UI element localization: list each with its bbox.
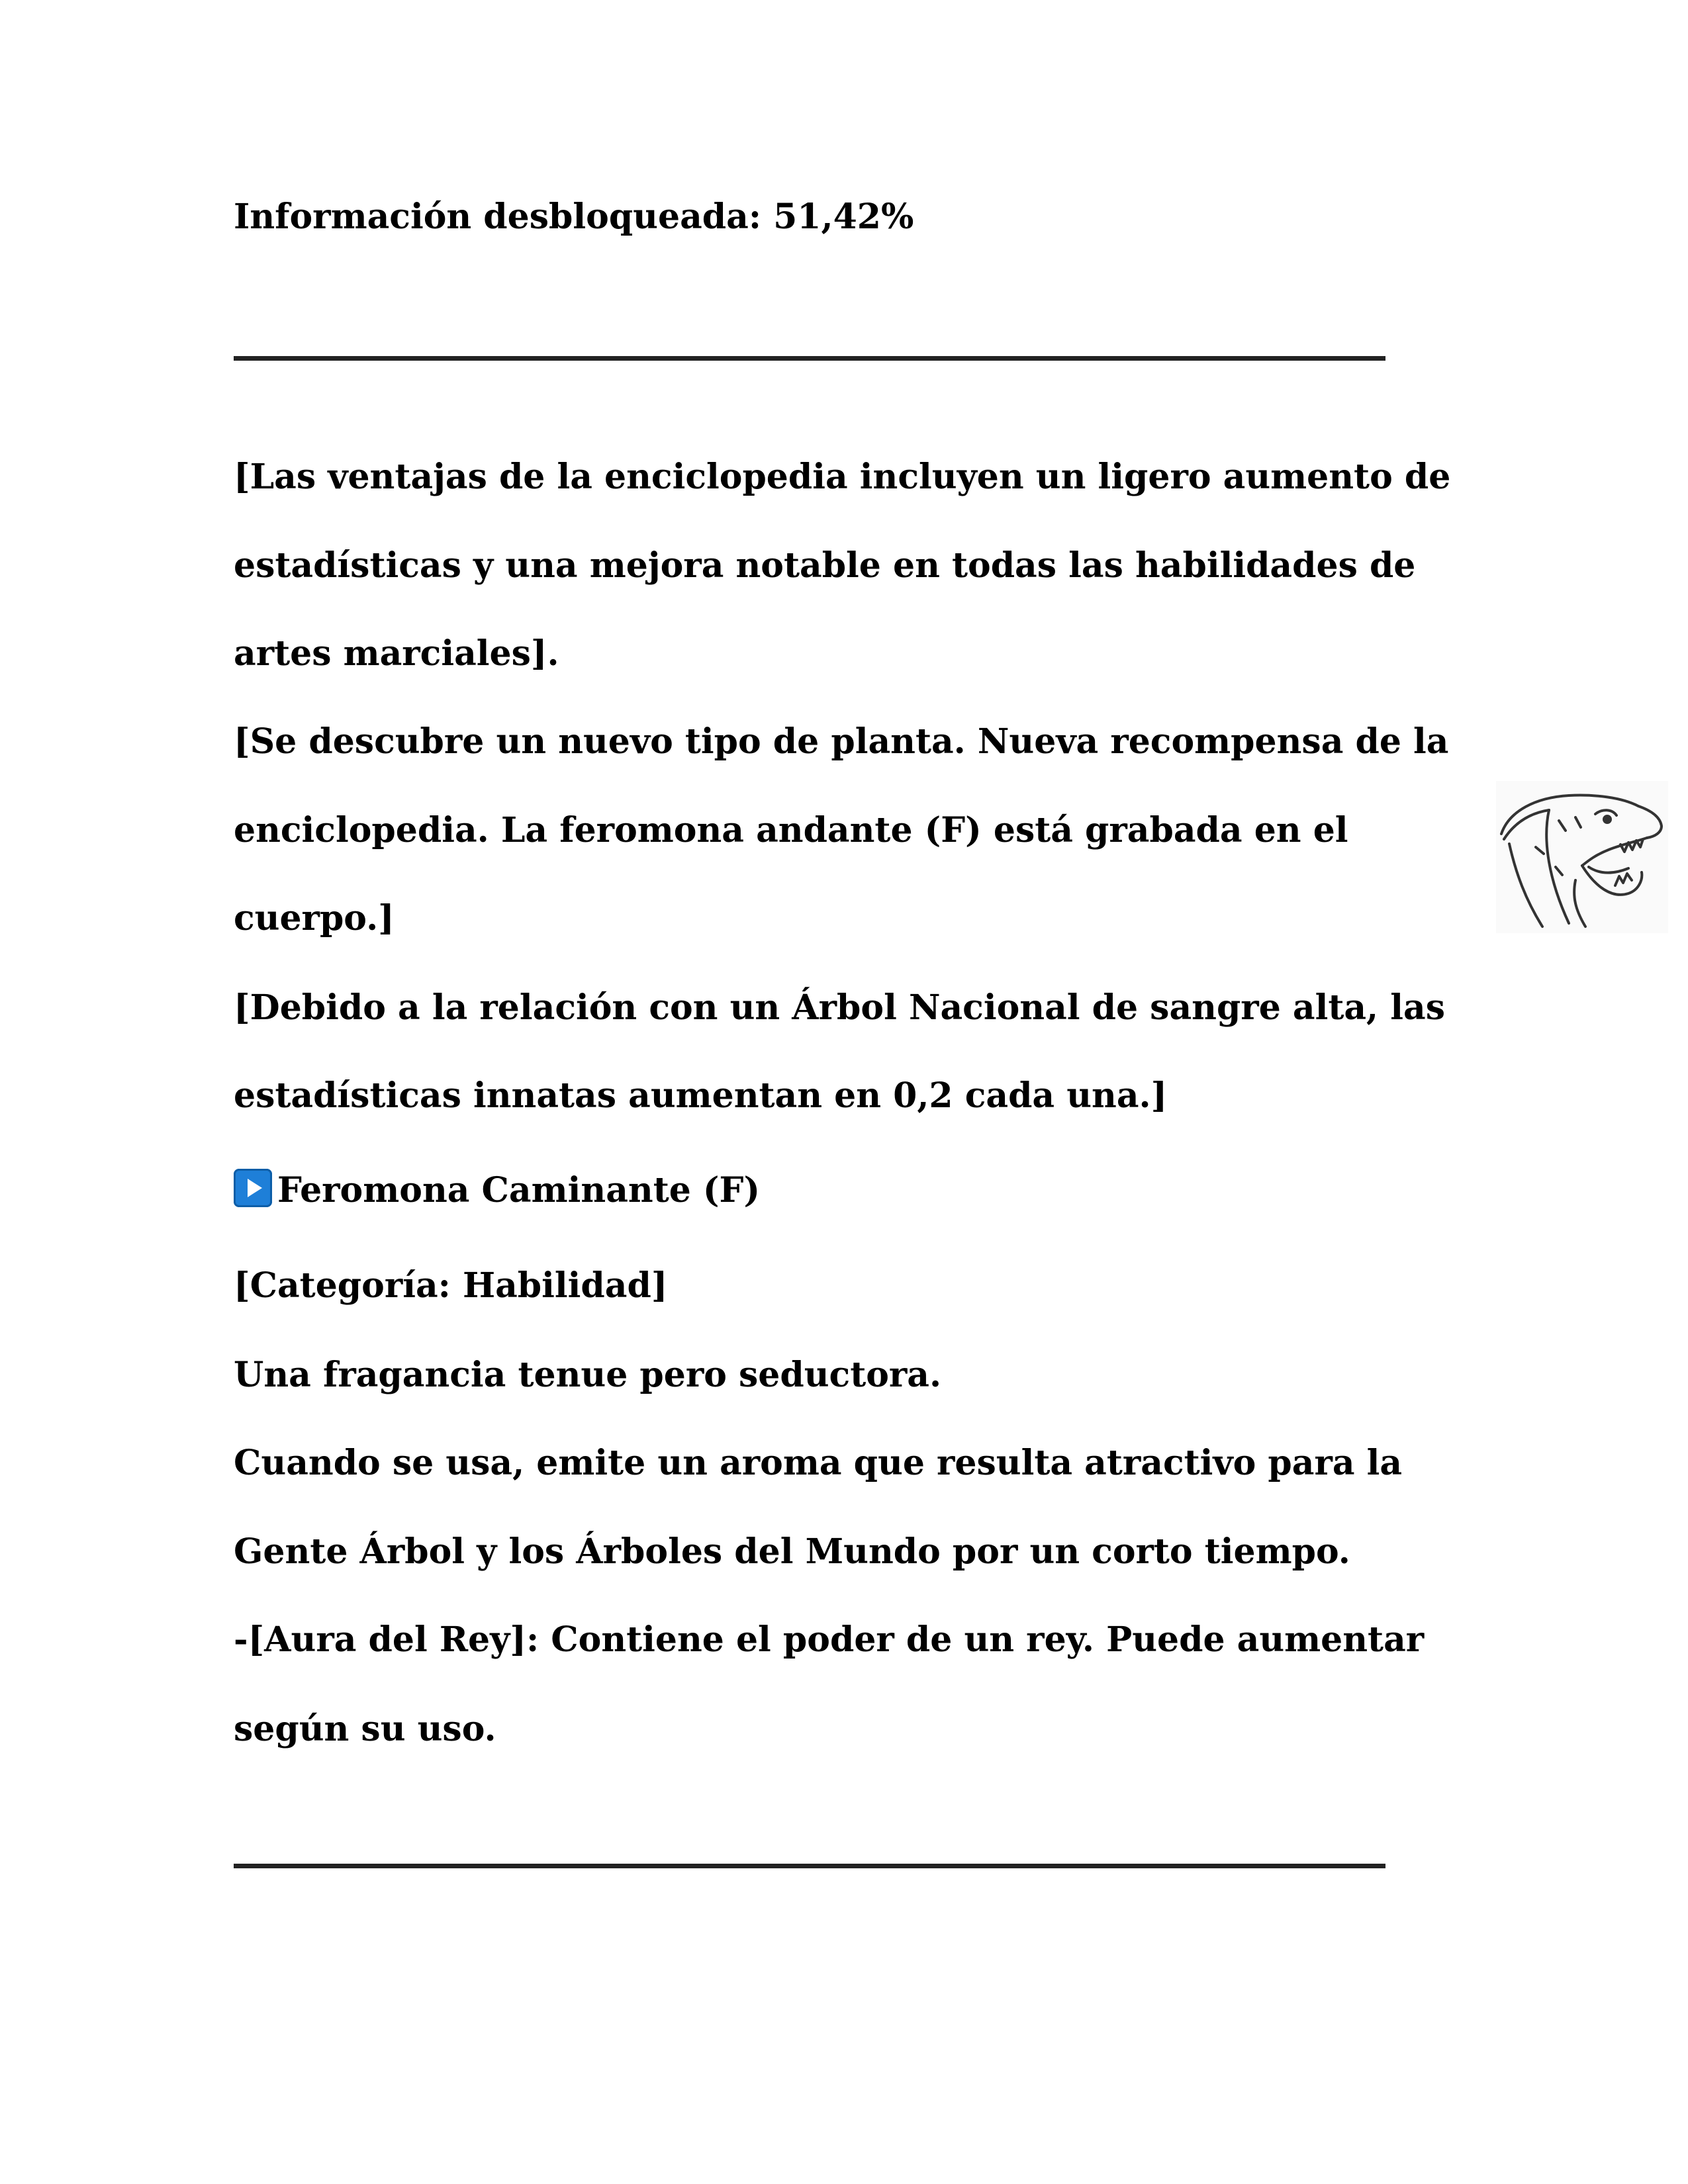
skill-line-3: Gente Árbol y los Árboles del Mundo por un corto tiempo. — [234, 1531, 1350, 1572]
body-line-2: estadísticas y una mejora notable en todas las habilidades de — [234, 545, 1416, 586]
dinosaur-sketch-icon — [1496, 781, 1668, 933]
skill-line-2: Cuando se usa, emite un aroma que resulta atractivo para la — [234, 1443, 1403, 1483]
skill-line-4: -[Aura del Rey]: Contiene el poder de un rey. Puede aumentar — [234, 1619, 1425, 1660]
body-line-8: estadísticas innatas aumentan en 0,2 cada una.] — [234, 1075, 1168, 1116]
skill-line-5: según su uso. — [234, 1709, 496, 1749]
unlocked-info: Información desbloqueada: 51,42% — [234, 197, 914, 237]
play-button-icon — [234, 1169, 272, 1207]
skill-category: [Categoría: Habilidad] — [234, 1265, 668, 1306]
skill-title-row — [234, 1169, 760, 1212]
body-line-4: [Se descubre un nuevo tipo de planta. Nueva recompensa de la — [234, 721, 1449, 762]
body-line-1: [Las ventajas de la enciclopedia incluyen un ligero aumento de — [234, 457, 1451, 497]
bottom-divider — [234, 1864, 1385, 1868]
body-line-7: [Debido a la relación con un Árbol Nacional de sangre alta, las — [234, 987, 1445, 1028]
top-divider — [234, 356, 1385, 361]
body-line-3: artes marciales]. — [234, 633, 559, 674]
skill-line-1: Una fragancia tenue pero seductora. — [234, 1355, 942, 1395]
body-line-6: cuerpo.] — [234, 898, 395, 938]
skill-title: Feromona Caminante (F) — [277, 1170, 761, 1210]
body-line-5: enciclopedia. La feromona andante (F) está grabada en el — [234, 810, 1348, 850]
